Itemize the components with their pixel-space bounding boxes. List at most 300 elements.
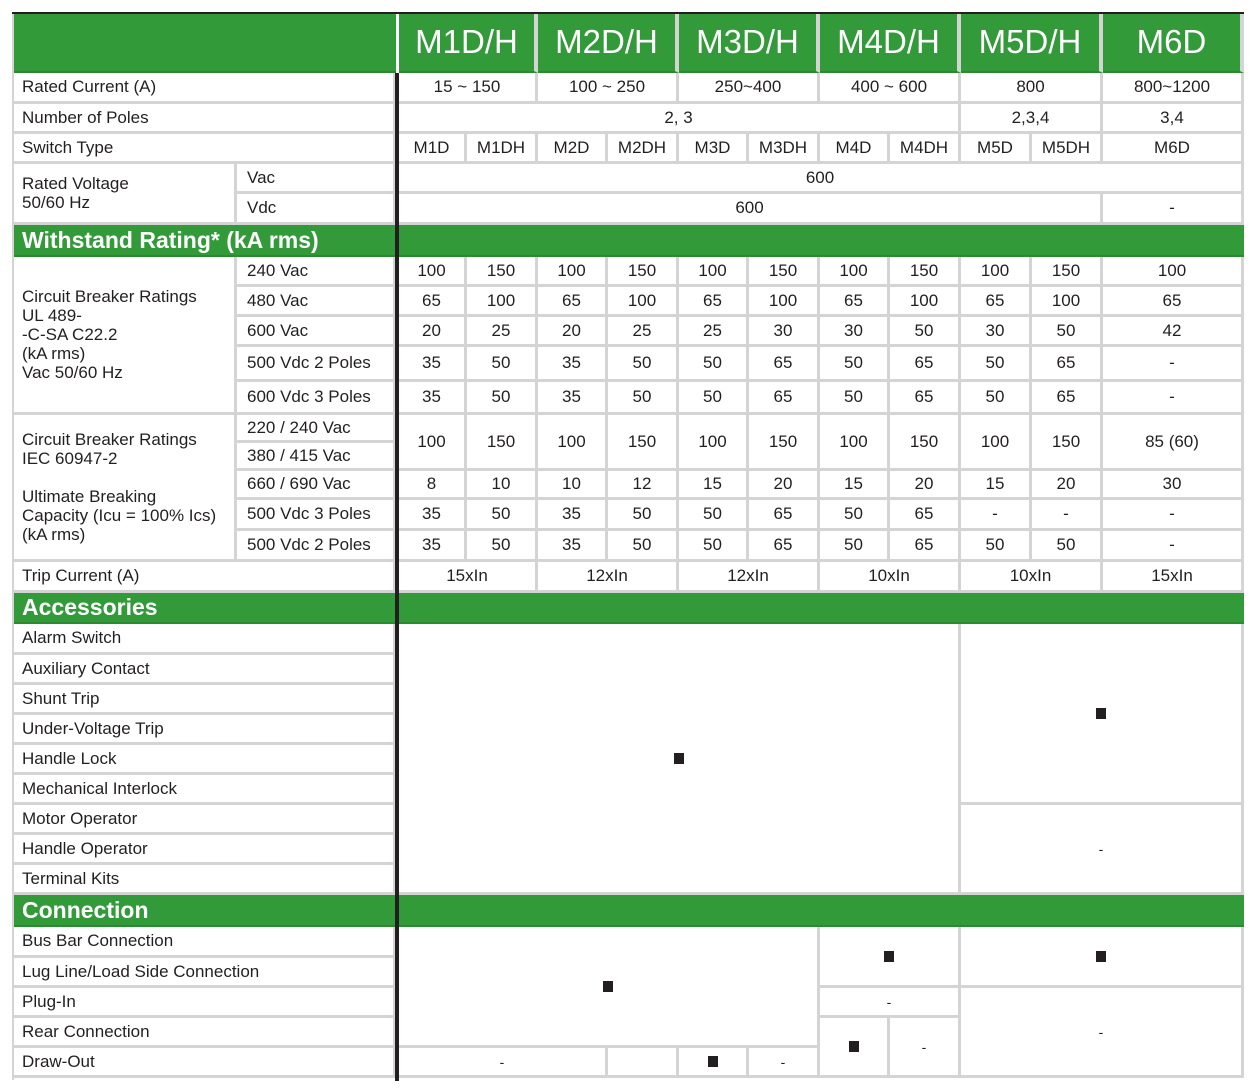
ul-rating-value-text: 25: [632, 320, 652, 340]
connection-m5-m6-other-na: [961, 988, 1244, 1078]
accessories-m5-m6-na-text: -: [1098, 840, 1104, 857]
switch-type-value-text: M5D: [977, 137, 1013, 157]
ul-rating-value: [1103, 257, 1244, 287]
row-label-rated-voltage: [12, 164, 237, 225]
ul-rating-value-text: 50: [1056, 320, 1076, 340]
ul-rating-value: [749, 382, 820, 415]
model-header-text: M1D/H: [415, 23, 518, 60]
switch-type-value-text: M4D: [835, 137, 872, 157]
accessory-label-text: Motor Operator: [22, 808, 138, 828]
model-header: [399, 13, 538, 73]
available-square-icon: [674, 753, 684, 764]
accessory-label: [12, 624, 396, 655]
ul-rating-value: [890, 382, 961, 415]
sub-label-ul: [237, 382, 396, 415]
vac-value: [399, 164, 1244, 194]
iec-rating-value-text: 10: [491, 474, 511, 493]
iec-rating-value-text: 50: [632, 504, 652, 523]
sub-label-iec-text: 380 / 415 Vac: [247, 445, 351, 465]
ul-rating-value-text: 50: [703, 387, 722, 406]
rated-current-value: [399, 73, 538, 104]
ul-rating-value-text: -: [1169, 387, 1175, 406]
ul-rating-value-text: 50: [985, 353, 1005, 372]
ul-rating-value-text: 65: [562, 290, 581, 310]
ul-rating-value-text: 30: [985, 320, 1005, 340]
switch-type-value-text: M5DH: [1041, 137, 1091, 157]
ul-rating-value: [1103, 287, 1244, 317]
ul-rating-value: [608, 287, 679, 317]
connection-m4dh-rear-drawout-na: [890, 1018, 961, 1078]
section-bar: [399, 895, 1244, 927]
poles-value: [961, 104, 1103, 134]
iec-rating-value-text: 8: [426, 474, 437, 493]
ul-rating-value-text: 50: [844, 353, 863, 372]
iec-rating-value: [820, 471, 890, 500]
iec-rating-value-text: 85 (60): [1145, 431, 1199, 451]
switch-type-value: [961, 134, 1032, 164]
accessory-label-text: Handle Operator: [22, 838, 148, 858]
drawout-m3d-available: [679, 1048, 749, 1078]
iec-rating-value-text: 20: [914, 474, 934, 493]
iec-rating-value-text: 12: [632, 474, 652, 493]
ul-rating-value-text: 150: [486, 260, 516, 280]
row-label-iec-ratings: [12, 415, 237, 562]
ul-rating-value-text: 100: [417, 260, 446, 280]
rated-current-value-text: 400 ~ 600: [850, 77, 928, 96]
iec-rating-value: [749, 531, 820, 562]
connection-label-text: Bus Bar Connection: [22, 931, 174, 950]
iec-rating-value-text: 10: [562, 474, 581, 493]
iec-rating-value-text: -: [1169, 504, 1175, 523]
section-bar: [399, 593, 1244, 624]
iec-rating-value: [538, 471, 608, 500]
ul-rating-value: [467, 347, 538, 382]
section-bar: [399, 225, 1244, 257]
switch-type-value: [1103, 134, 1244, 164]
connection-label: [12, 988, 396, 1018]
connection-m5-m6-busbar-lug-available: [961, 927, 1244, 988]
iec-rating-value: [467, 531, 538, 562]
iec-rating-value-text: 35: [422, 504, 441, 523]
connection-label-text: Plug-In: [22, 991, 76, 1011]
ul-rating-value-text: 65: [1056, 353, 1076, 372]
ul-rating-value-text: 35: [562, 353, 581, 372]
connection-m5-m6-other-na-text: -: [1098, 1023, 1104, 1040]
iec-rating-value-text: 50: [844, 535, 863, 554]
ul-rating-value-text: 100: [768, 290, 798, 310]
ul-rating-value: [820, 382, 890, 415]
ul-rating-value: [749, 287, 820, 317]
ul-rating-value-text: 50: [632, 387, 652, 406]
poles-value: [399, 104, 961, 134]
row-label-rated-current: [12, 73, 396, 104]
ul-rating-value-text: 35: [422, 387, 441, 406]
available-square-icon: [708, 1056, 718, 1067]
connection-m4-plugin-na: [820, 988, 961, 1018]
poles-value-text: 2,3,4: [1011, 107, 1050, 127]
accessories-m1-m4-available: [399, 624, 961, 895]
ul-rating-value: [399, 287, 467, 317]
iec-rating-value: [1103, 471, 1244, 500]
connection-m1-m3-available: [399, 927, 820, 1048]
ul-rating-value: [538, 347, 608, 382]
switch-type-value-text: M6D: [1154, 137, 1190, 157]
iec-rating-value-text: 35: [562, 535, 581, 554]
vdc-value-text: 600: [735, 198, 764, 217]
ul-rating-value: [467, 382, 538, 415]
iec-rating-value: [749, 471, 820, 500]
iec-rating-value: [538, 500, 608, 531]
ul-rating-value-text: 25: [703, 320, 722, 340]
sub-label-iec: [237, 471, 396, 500]
ul-rating-value-text: 50: [491, 387, 511, 406]
trip-current-value: [399, 562, 538, 593]
iec-rating-value-text: 65: [914, 504, 934, 523]
iec-rating-value-text: 65: [773, 535, 793, 554]
available-square-icon: [1096, 708, 1106, 719]
switch-type-value-text: M1DH: [476, 137, 526, 157]
switch-type-value: [608, 134, 679, 164]
model-header: [538, 13, 679, 73]
available-square-icon: [1096, 951, 1106, 962]
ul-rating-value: [538, 382, 608, 415]
accessory-label: [12, 865, 396, 895]
ul-rating-value-text: 35: [422, 353, 441, 372]
connection-label: [12, 1018, 396, 1048]
ul-rating-value: [467, 317, 538, 347]
sub-label-ul: [237, 347, 396, 382]
sub-label-ul: [237, 317, 396, 347]
ul-rating-value: [890, 287, 961, 317]
connection-m4-plugin-na-text: -: [886, 993, 892, 1010]
ul-rating-value: [1032, 317, 1103, 347]
ul-rating-value: [1103, 317, 1244, 347]
section-connection: [12, 895, 396, 927]
iec-rating-value: [890, 531, 961, 562]
sub-label-iec: [237, 500, 396, 531]
ul-rating-value: [679, 347, 749, 382]
iec-rating-value-text: -: [1063, 504, 1069, 523]
accessory-label: [12, 715, 396, 745]
ul-rating-value-text: 20: [562, 320, 581, 340]
trip-current-value: [961, 562, 1103, 593]
model-header-text: M4D/H: [837, 23, 940, 60]
accessory-label: [12, 655, 396, 685]
drawout-m3dh-na-text: -: [780, 1053, 786, 1070]
ul-rating-value-text: 150: [909, 260, 939, 280]
iec-rating-value-text: 50: [491, 504, 511, 523]
connection-m4d-rear-drawout-available: [820, 1018, 890, 1078]
iec-rating-value: [961, 500, 1032, 531]
iec-rating-value: [679, 471, 749, 500]
trip-current-value: [1103, 562, 1244, 593]
iec-rating-value: [1032, 531, 1103, 562]
ul-rating-value-text: 100: [698, 260, 727, 280]
accessory-label-text: Mechanical Interlock: [22, 778, 177, 798]
rated-current-value: [679, 73, 820, 104]
model-header-text: M6D: [1136, 23, 1207, 60]
trip-current-value-text: 15xIn: [446, 566, 488, 585]
iec-rating-value-text: 30: [1162, 474, 1182, 493]
ul-rating-value: [749, 317, 820, 347]
sub-label-ul-text: 240 Vac: [247, 260, 309, 280]
iec-rating-value: [890, 500, 961, 531]
switch-type-value: [538, 134, 608, 164]
rated-current-value-text: 800: [1016, 77, 1045, 96]
ul-rating-value-text: 50: [985, 387, 1005, 406]
iec-rating-value: [1032, 415, 1103, 471]
section-accessories: [12, 593, 396, 624]
ul-rating-value-text: 65: [773, 387, 793, 406]
row-label-trip-current: [12, 562, 396, 593]
iec-rating-value: [679, 500, 749, 531]
ul-rating-value: [679, 317, 749, 347]
ul-rating-value: [679, 287, 749, 317]
accessory-label-text: Under-Voltage Trip: [22, 718, 164, 738]
switch-type-value: [467, 134, 538, 164]
row-label-ul-ratings-text: Circuit Breaker Ratings UL 489- -C-SA C22.2 (kA rms) Vac 50/60 Hz: [22, 287, 197, 382]
rated-current-value: [1103, 73, 1244, 104]
iec-rating-value-text: 100: [557, 431, 586, 451]
model-header-text: M3D/H: [696, 23, 799, 60]
iec-rating-value-text: 65: [773, 504, 793, 523]
iec-rating-value: [467, 471, 538, 500]
trip-current-value: [679, 562, 820, 593]
sub-label-iec-text: 500 Vdc 2 Poles: [247, 535, 371, 554]
iec-rating-value-text: 100: [417, 431, 446, 451]
iec-rating-value-text: 150: [909, 431, 939, 451]
iec-rating-value-text: 50: [703, 535, 722, 554]
switch-type-value-text: M3D: [694, 137, 731, 157]
section-accessories-text: Accessories: [22, 594, 158, 620]
ul-rating-value: [820, 317, 890, 347]
ul-rating-value: [961, 347, 1032, 382]
iec-rating-value-text: 50: [703, 504, 722, 523]
ul-rating-value-text: 20: [422, 320, 441, 340]
vdc-m6d-value-text: -: [1169, 198, 1175, 217]
sub-label-vdc: [237, 194, 396, 225]
ul-rating-value: [890, 257, 961, 287]
ul-rating-value-text: 100: [980, 260, 1010, 280]
ul-rating-value: [538, 287, 608, 317]
ul-rating-value-text: 65: [844, 290, 863, 310]
sub-label-vac-text: Vac: [247, 167, 276, 187]
ul-rating-value-text: 100: [486, 290, 516, 310]
ul-rating-value-text: 65: [1056, 387, 1076, 406]
iec-rating-value-text: 50: [491, 535, 511, 554]
iec-rating-value: [1032, 500, 1103, 531]
iec-rating-value: [749, 500, 820, 531]
trip-current-value: [538, 562, 679, 593]
header-blank: [12, 13, 396, 73]
iec-rating-value: [399, 415, 467, 471]
ul-rating-value: [961, 382, 1032, 415]
rated-current-value: [961, 73, 1103, 104]
iec-rating-value: [608, 500, 679, 531]
poles-value-text: 2, 3: [664, 107, 693, 127]
model-header-text: M2D/H: [555, 23, 658, 60]
iec-rating-value: [608, 531, 679, 562]
accessory-label-text: Terminal Kits: [22, 868, 120, 888]
switch-type-value-text: M4DH: [899, 137, 949, 157]
iec-rating-value: [679, 531, 749, 562]
ul-rating-value: [961, 257, 1032, 287]
table-left-edge: [12, 12, 14, 1080]
sub-label-ul: [237, 257, 396, 287]
iec-rating-value-text: 15: [985, 474, 1005, 493]
ul-rating-value: [1032, 382, 1103, 415]
iec-rating-value: [608, 415, 679, 471]
ul-rating-value: [1103, 347, 1244, 382]
row-label-ul-ratings: [12, 257, 237, 415]
ul-rating-value-text: 150: [1051, 260, 1081, 280]
switch-type-value: [399, 134, 467, 164]
ul-rating-value-text: 65: [914, 387, 934, 406]
ul-rating-value: [608, 317, 679, 347]
available-square-icon: [849, 1041, 859, 1052]
vdc-value: [399, 194, 1103, 225]
ul-rating-value-text: 65: [773, 353, 793, 372]
iec-rating-value: [1103, 415, 1244, 471]
ul-rating-value: [399, 382, 467, 415]
iec-rating-value-text: 20: [773, 474, 793, 493]
trip-current-value-text: 12xIn: [727, 566, 769, 585]
connection-m4-busbar-lug-available: [820, 927, 961, 988]
iec-rating-value: [890, 471, 961, 500]
row-label-iec-ratings-text: Circuit Breaker Ratings IEC 60947-2 Ultimate Breaking Capacity (Icu = 100% Ics) (kA rms): [22, 430, 217, 544]
ul-rating-value: [538, 317, 608, 347]
ul-rating-value: [467, 287, 538, 317]
accessories-m5-m6-na: [961, 805, 1244, 895]
iec-rating-value: [608, 471, 679, 500]
ul-rating-value-text: 50: [703, 353, 722, 372]
sub-label-iec: [237, 443, 396, 471]
iec-rating-value-text: 15: [703, 474, 722, 493]
iec-rating-value: [467, 415, 538, 471]
iec-rating-value-text: 150: [1051, 431, 1081, 451]
ul-rating-value: [890, 347, 961, 382]
row-label-switch-type-text: Switch Type: [22, 137, 114, 157]
sub-label-vac: [237, 164, 396, 194]
iec-rating-value-text: 150: [486, 431, 516, 451]
ul-rating-value: [608, 347, 679, 382]
accessory-label: [12, 805, 396, 835]
table-top-border: [12, 12, 1244, 14]
rated-current-value-text: 15 ~ 150: [433, 77, 501, 96]
ul-rating-value: [608, 382, 679, 415]
ul-rating-value: [679, 382, 749, 415]
ul-rating-value-text: 50: [632, 353, 652, 372]
model-header: [679, 13, 820, 73]
drawout-m1-m2-na-text: -: [499, 1053, 505, 1070]
ul-rating-value: [679, 257, 749, 287]
poles-value: [1103, 104, 1244, 134]
iec-rating-value-text: -: [1169, 535, 1175, 554]
iec-rating-value: [538, 531, 608, 562]
ul-rating-value-text: 150: [768, 260, 798, 280]
poles-value-text: 3,4: [1160, 107, 1184, 127]
switch-type-value: [820, 134, 890, 164]
accessory-label: [12, 685, 396, 715]
switch-type-value: [890, 134, 961, 164]
iec-rating-value: [538, 415, 608, 471]
accessory-label: [12, 835, 396, 865]
trip-current-value-text: 15xIn: [1151, 566, 1193, 585]
sub-label-iec: [237, 415, 396, 443]
accessory-label-text: Alarm Switch: [22, 628, 122, 647]
ul-rating-value-text: 65: [1162, 290, 1182, 310]
ul-rating-value-text: 100: [909, 290, 939, 310]
iec-rating-value-text: 150: [768, 431, 798, 451]
ul-rating-value: [820, 347, 890, 382]
iec-rating-value: [1032, 471, 1103, 500]
connection-label-text: Rear Connection: [22, 1021, 150, 1041]
row-label-trip-current-text: Trip Current (A): [22, 566, 140, 585]
rated-current-value-text: 800~1200: [1133, 77, 1211, 96]
iec-rating-value: [961, 415, 1032, 471]
trip-current-value: [820, 562, 961, 593]
iec-rating-value: [890, 415, 961, 471]
switch-type-value: [1032, 134, 1103, 164]
switch-type-value-text: M2D: [553, 137, 590, 157]
sub-label-ul-text: 500 Vdc 2 Poles: [247, 353, 371, 372]
accessory-label-text: Handle Lock: [22, 748, 117, 768]
connection-label-text: Lug Line/Load Side Connection: [22, 961, 260, 981]
ul-rating-value: [399, 317, 467, 347]
ul-rating-value-text: 30: [844, 320, 863, 340]
connection-label: [12, 1048, 396, 1078]
section-withstand-rating: [12, 225, 396, 257]
iec-rating-value: [399, 500, 467, 531]
model-header: [961, 13, 1103, 73]
iec-rating-value: [1103, 500, 1244, 531]
ul-rating-value-text: 65: [703, 290, 722, 310]
iec-rating-value-text: -: [992, 504, 998, 523]
model-header: [820, 13, 961, 73]
vac-value-text: 600: [805, 167, 835, 187]
ul-rating-value-text: 35: [562, 387, 581, 406]
iec-rating-value-text: 150: [627, 431, 657, 451]
ul-rating-value: [1032, 347, 1103, 382]
rated-current-value-text: 100 ~ 250: [568, 77, 646, 96]
iec-rating-value-text: 50: [985, 535, 1005, 554]
ul-rating-value: [399, 347, 467, 382]
ul-rating-value: [399, 257, 467, 287]
vdc-m6d-value: [1103, 194, 1244, 225]
iec-rating-value-text: 100: [980, 431, 1010, 451]
sub-label-iec-text: 220 / 240 Vac: [247, 417, 351, 437]
connection-label: [12, 927, 396, 958]
row-label-poles: [12, 104, 396, 134]
ul-rating-value-text: 65: [914, 353, 934, 372]
label-value-divider: [395, 73, 399, 1081]
available-square-icon: [884, 951, 894, 962]
row-label-poles-text: Number of Poles: [22, 107, 149, 127]
ul-rating-value: [961, 287, 1032, 317]
ul-rating-value-text: 50: [914, 320, 934, 340]
trip-current-value-text: 10xIn: [1009, 566, 1052, 585]
switch-type-value: [679, 134, 749, 164]
sub-label-vdc-text: Vdc: [247, 198, 277, 217]
ul-rating-value-text: 100: [839, 260, 868, 280]
ul-rating-value: [608, 257, 679, 287]
iec-rating-value: [820, 415, 890, 471]
ul-rating-value-text: 150: [627, 260, 657, 280]
sub-label-ul-text: 480 Vac: [247, 290, 309, 310]
ul-rating-value-text: 100: [1051, 290, 1081, 310]
ul-rating-value: [1032, 287, 1103, 317]
ul-rating-value: [890, 317, 961, 347]
